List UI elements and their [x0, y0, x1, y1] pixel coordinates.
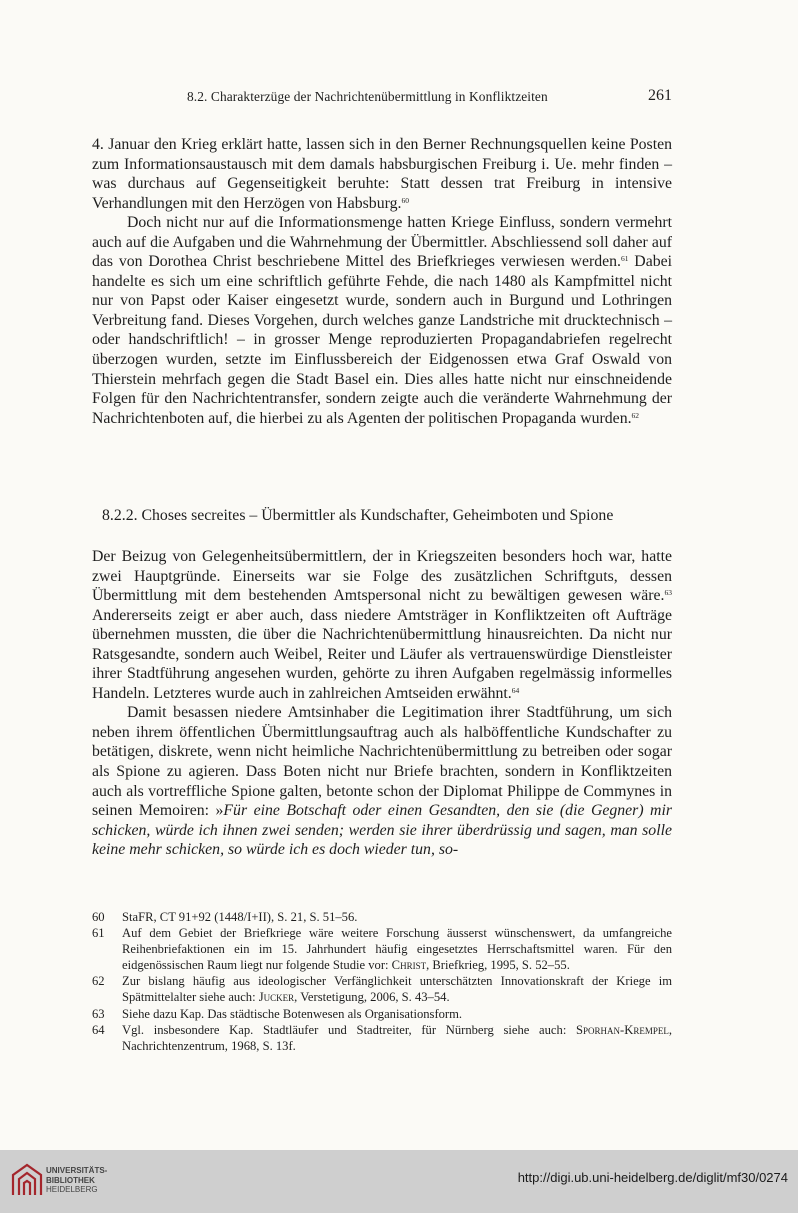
footnotes	[92, 909, 672, 1054]
author-name: Sporhan-Krempel	[576, 1022, 669, 1037]
footnote-ref[interactable]: 63	[664, 588, 672, 598]
footnote-ref[interactable]: 62	[631, 410, 640, 420]
footnote-number: 63	[92, 1006, 105, 1021]
footnote-number: 60	[92, 910, 105, 924]
footnote-62	[92, 973, 672, 1005]
text-block-section	[92, 547, 672, 860]
permalink-url[interactable]: http://digi.ub.uni-heidelberg.de/diglit/mf30/0274	[517, 1170, 788, 1185]
author-name: Christ	[391, 958, 427, 973]
paragraph: Doch nicht nur auf die Informationsmenge hatten Kriege Einfluss, sondern vermehrt auch auf die Aufgaben und die Wahrnehmung der Übermittler. Abschliessend soll daher auf das von Dorothea Christ beschriebene Mittel des Briefkrieges verwiesen werden.$^{61}$ Dabei handelte es sich um eine schriftlich geführte Fehde, die nach 1480 als Kampfmittel nicht nur von Papst oder Kaiser eingesetzt wurde, sondern auch in Burgund und Lothringen Verbreitung fand. Dieses Vorgehen, durch welches ganze Landstriche mit drucktechnisch – oder handschriftlich! – in grosser Menge reproduzierten Propagandabriefen regelrecht überzogen wurden, setzte im Einflussbereich der Eidgenossen etwa Graf Oswald von Thierstein mehrfach gegen die Stadt Basel ein. Dies alles hatte nicht nur einschneidende Folgen für den Nachrichtentransfer, sondern zeigte auch die veränderte Wahrnehmung der Nachrichtenboten auf, die hierbei zu als Agenten der politischen Propaganda wurden.$^{62}$	[92, 214, 672, 427]
page-header	[92, 87, 672, 109]
author-name: Jucker	[258, 990, 295, 1005]
footnote-61	[92, 925, 672, 973]
footnote-ref[interactable]: 61	[620, 254, 629, 264]
footnote-text: Auf dem Gebiet der Briefkriege wäre weitere Forschung äusserst wünschenswert, da umfangreiche Reihenbriefaktionen ein im 15. Jahrhundert häufig eingesetztes Herrschaftsmittel waren. Für den eidgenössischen Raum liegt nur folgende Studie vor: Christ, Briefkrieg, 1995, S. 52–55.	[122, 926, 672, 973]
footnote-text: StaFR, CT 91+92 (1448/I+II), S. 21, S. 51–56.	[122, 910, 358, 924]
footnote-text: Zur bislang häufig aus ideologischer Verfänglichkeit unterschätzten Innovationskraft der Kriege im Spätmittelalter siehe auch: Jucker, Verstetigung, 2006, S. 43–54.	[122, 974, 672, 1005]
footnote-ref[interactable]: 60	[401, 195, 409, 205]
paragraph: Damit besassen niedere Amtsinhaber die Legitimation ihrer Stadtführung, um sich neben ihrem öffentlichen Übermittlungsauftrag auch als halböffentliche Kundschafter zu betätigen, diskrete, wenn nicht heimliche Nachrichtenübermittlung zu betreiben oder sogar als Spione zu agieren. Dass Boten nicht nur Briefe brachten, sondern in Konfliktzeiten auch als vortreffliche Spione galten, betonte schon der Diplomat Philippe de Commynes in seinen Memoiren: »Für eine Botschaft oder einen Gesandten, den sie (die Gegner) mir schicken, würde ich ihnen zwei senden; werden sie ihrer überdrüssig und sagen, man solle keine mehr schicken, so würde ich es doch wieder tun, so-	[92, 704, 672, 859]
text-block-top	[92, 135, 672, 428]
footnote-number: 62	[92, 974, 105, 989]
footnote-64	[92, 1022, 672, 1054]
library-name: UNIVERSITÄTS- BIBLIOTHEK HEIDELBERG	[46, 1166, 108, 1195]
university-library-logo-icon[interactable]	[10, 1162, 44, 1198]
viewer-footer	[0, 1150, 798, 1213]
footnote-number: 64	[92, 1022, 105, 1037]
footnote-60	[92, 909, 672, 925]
footnote-63	[92, 1006, 672, 1022]
running-head: 8.2. Charakterzüge der Nachrichtenübermittlung in Konfliktzeiten	[187, 89, 548, 104]
paragraph: Der Beizug von Gelegenheitsübermittlern, der in Kriegszeiten besonders hoch war, hatte zwei Hauptgründe. Einerseits war sie Folge des zusätzlichen Schriftguts, dessen Übermittlung mit dem bestehenden Amtspersonal nicht zu bewältigen gewesen wäre.$^{63}$ Andererseits zeigt er aber auch, dass niedere Amtsträger in Konfliktzeiten oft Aufträge übernehmen mussten, die über die Nachrichtenübermittlung hinausreichten. Da nicht nur Ratsgesandte, sondern auch Weibel, Reiter und Läufer als vertrauenswürdige Dienstleister ihrer Stadtführung angesehen wurden, gehörte zu ihren Aufgaben regelmässig informelles Handeln. Letzteres wurde auch in zahlreichen Amtseiden erwähnt.$^{64}$	[92, 548, 672, 702]
footnote-number: 61	[92, 926, 105, 941]
footnote-text: Siehe dazu Kap. Das städtische Botenwesen als Organisationsform.	[122, 1006, 463, 1021]
footnote-text: Vgl. insbesondere Kap. Stadtläufer und Stadtreiter, für Nürnberg siehe auch: Sporhan-Krempel, Nachrichtenzentrum, 1968, S. 13f.	[122, 1022, 672, 1053]
footnote-ref[interactable]: 64	[511, 685, 520, 695]
paragraph: 4. Januar den Krieg erklärt hatte, lassen sich in den Berner Rechnungsquellen keine Posten zum Informationsaustausch mit dem damals habsburgischen Freiburg i. Ue. mehr finden – was durchaus auf Gegenseitigkeit beruhte: Statt dessen trat Freiburg in intensive Verhandlungen mit den Herzögen von Habsburg.$^{60}$	[92, 136, 672, 212]
section-heading: 8.2.2. Choses secreites – Übermittler als Kundschafter, Geheimboten und Spione	[102, 507, 614, 524]
page-number: 261	[648, 87, 672, 104]
quotation: Für eine Botschaft oder einen Gesandten, den sie (die Gegner) mir schicken, würde ich ihnen zwei senden; werden sie ihrer überdrüssig und sagen, man solle keine mehr schicken, so würde ich es doch wieder tun, so-	[92, 802, 672, 859]
